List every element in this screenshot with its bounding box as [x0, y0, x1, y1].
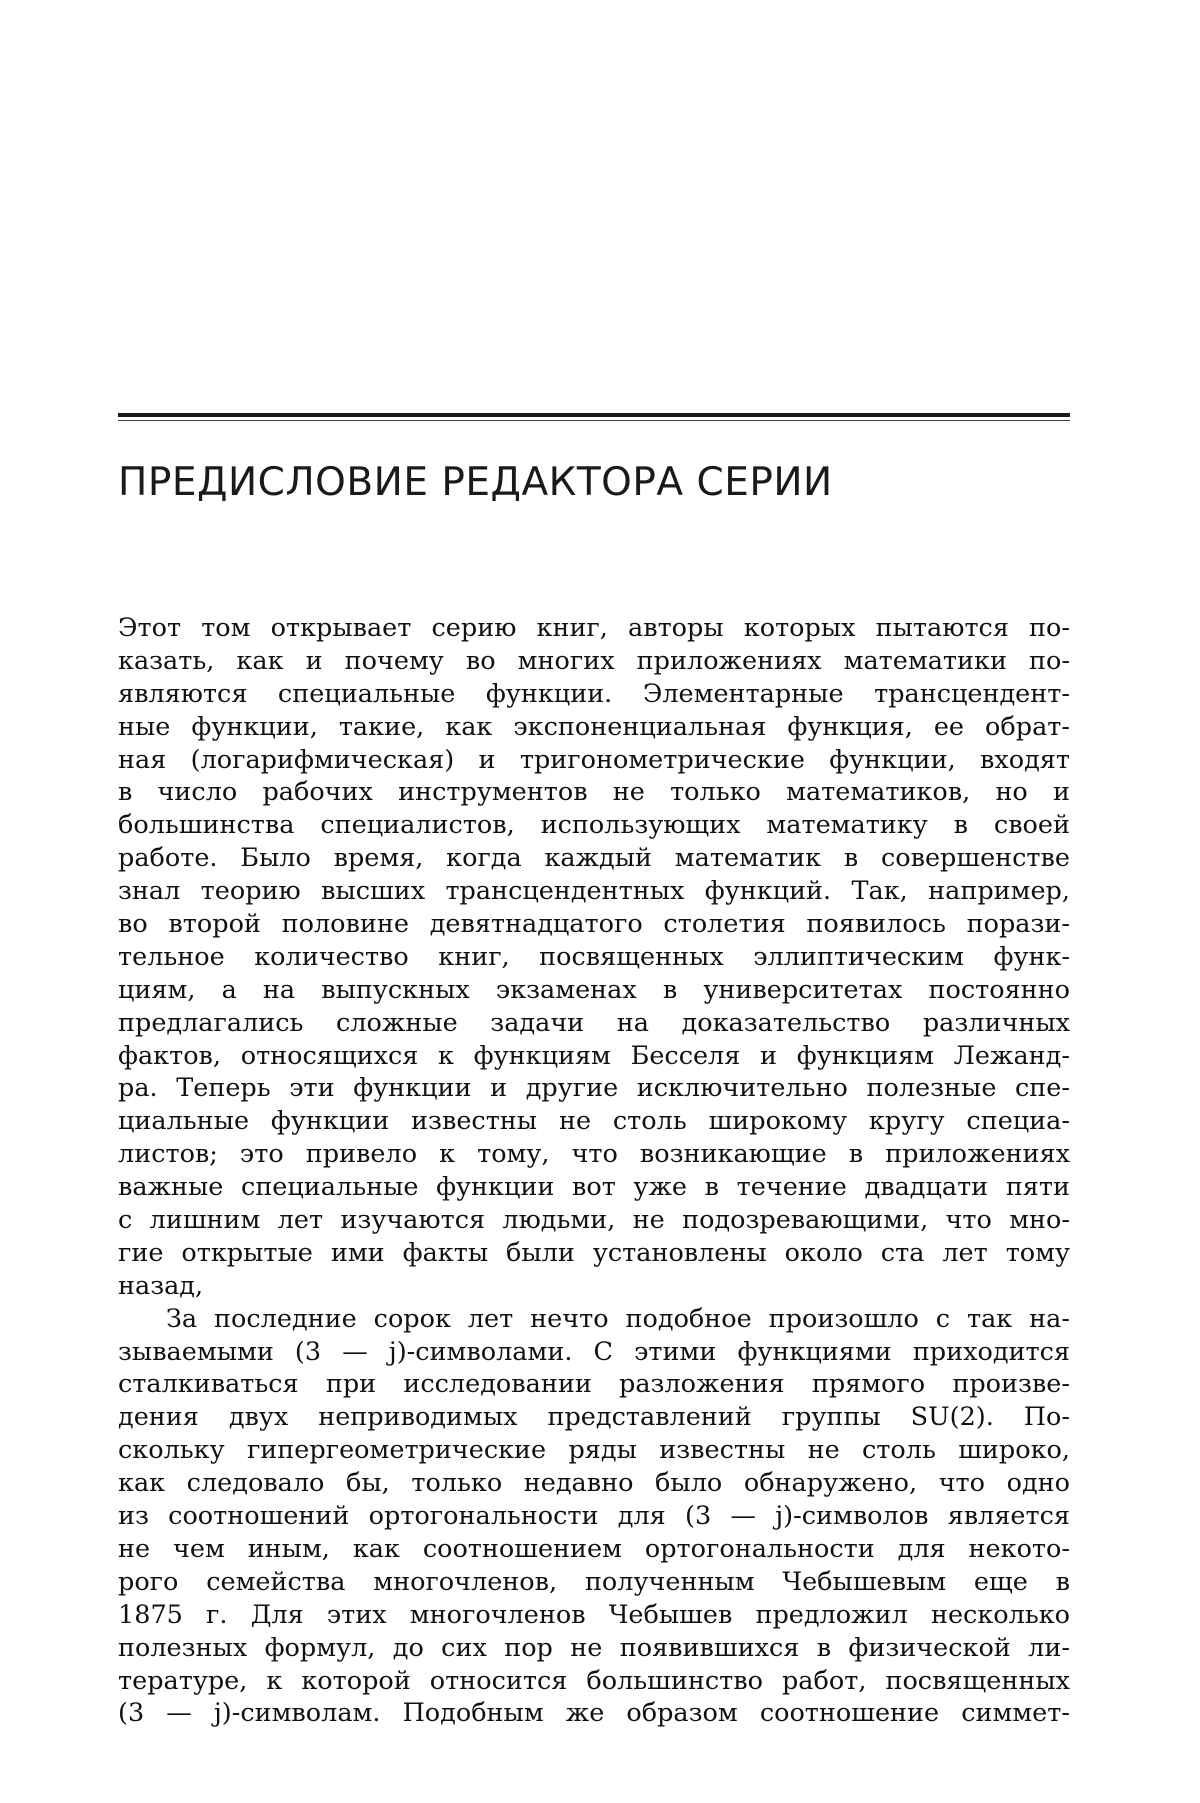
- text-line: сталкиваться при исследовании разложения прямого произве-: [118, 1369, 1070, 1400]
- text-line: ная (логарифмическая) и тригонометрические функции, входят: [118, 744, 1070, 775]
- text-line: в число рабочих инструментов не только математиков, но и: [118, 777, 1070, 808]
- text-line: знал теорию высших трансцендентных функций. Так, например,: [118, 876, 1070, 907]
- text-line: Этот том открывает серию книг, авторы которых пытаются по-: [118, 613, 1070, 643]
- text-line: казать, как и почему во многих приложениях математики по-: [118, 645, 1070, 676]
- text-line: рого семейства многочленов, полученным Чебышевым еще в: [118, 1566, 1070, 1597]
- top-rule-thin: [118, 420, 1070, 421]
- text-line: 1875 г. Для этих многочленов Чебышев предложил несколько: [118, 1599, 1070, 1630]
- body-text: [118, 612, 1070, 1730]
- text-line: За последние сорок лет нечто подобное произошло с так на-: [166, 1303, 1070, 1334]
- text-line: с лишним лет изучаются людьми, не подозревающими, что мно-: [118, 1205, 1070, 1236]
- text-line: тературе, к которой относится большинство работ, посвященных: [118, 1665, 1070, 1696]
- text-line: скольку гипергеометрические ряды известны не столь широко,: [118, 1435, 1070, 1466]
- text-line: во второй половине девятнадцатого столетия появилось порази-: [118, 909, 1070, 940]
- text-line: циям, а на выпускных экзаменах в университетах постоянно: [118, 974, 1070, 1005]
- text-line: не чем иным, как соотношением ортогональности для некото-: [118, 1533, 1070, 1564]
- text-line: предлагались сложные задачи на доказательство различных: [118, 1007, 1070, 1038]
- text-line: тельное количество книг, посвященных эллиптическим функ-: [118, 941, 1070, 972]
- text-line: листов; это привело к тому, что возникающие в приложениях: [118, 1139, 1070, 1170]
- text-line: ра. Теперь эти функции и другие исключительно полезные спе-: [118, 1073, 1070, 1104]
- text-line: (3 — j)-символам. Подобным же образом соотношение симмет-: [118, 1698, 1070, 1729]
- text-line: назад,: [118, 1270, 204, 1301]
- text-line: циальные функции известны не столь широкому кругу специа-: [118, 1106, 1070, 1137]
- text-line: работе. Было время, когда каждый математик в совершенстве: [118, 843, 1070, 874]
- text-line: большинства специалистов, использующих математику в своей: [118, 810, 1070, 841]
- text-line: являются специальные функции. Элементарные трансцендент-: [118, 678, 1070, 709]
- text-line: гие открытые ими факты были установлены около ста лет тому: [118, 1237, 1070, 1268]
- text-line: важные специальные функции вот уже в течение двадцати пяти: [118, 1172, 1070, 1203]
- text-line: зываемыми (3 — j)-символами. С этими функциями приходится: [118, 1336, 1070, 1367]
- top-rule: [118, 413, 1070, 417]
- text-line: фактов, относящихся к функциям Бесселя и функциям Лежанд-: [118, 1040, 1070, 1071]
- text-line: дения двух неприводимых представлений группы SU(2). По-: [118, 1402, 1070, 1433]
- text-line: полезных формул, до сих пор не появившихся в физической ли-: [118, 1632, 1070, 1663]
- text-line: из соотношений ортогональности для (3 — j)-символов является: [118, 1501, 1070, 1532]
- page-title: ПРЕДИСЛОВИЕ РЕДАКТОРА СЕРИИ: [118, 460, 833, 505]
- text-line: как следовало бы, только недавно было обнаружено, что одно: [118, 1468, 1070, 1499]
- text-line: ные функции, такие, как экспоненциальная функция, ее обрат-: [118, 711, 1070, 742]
